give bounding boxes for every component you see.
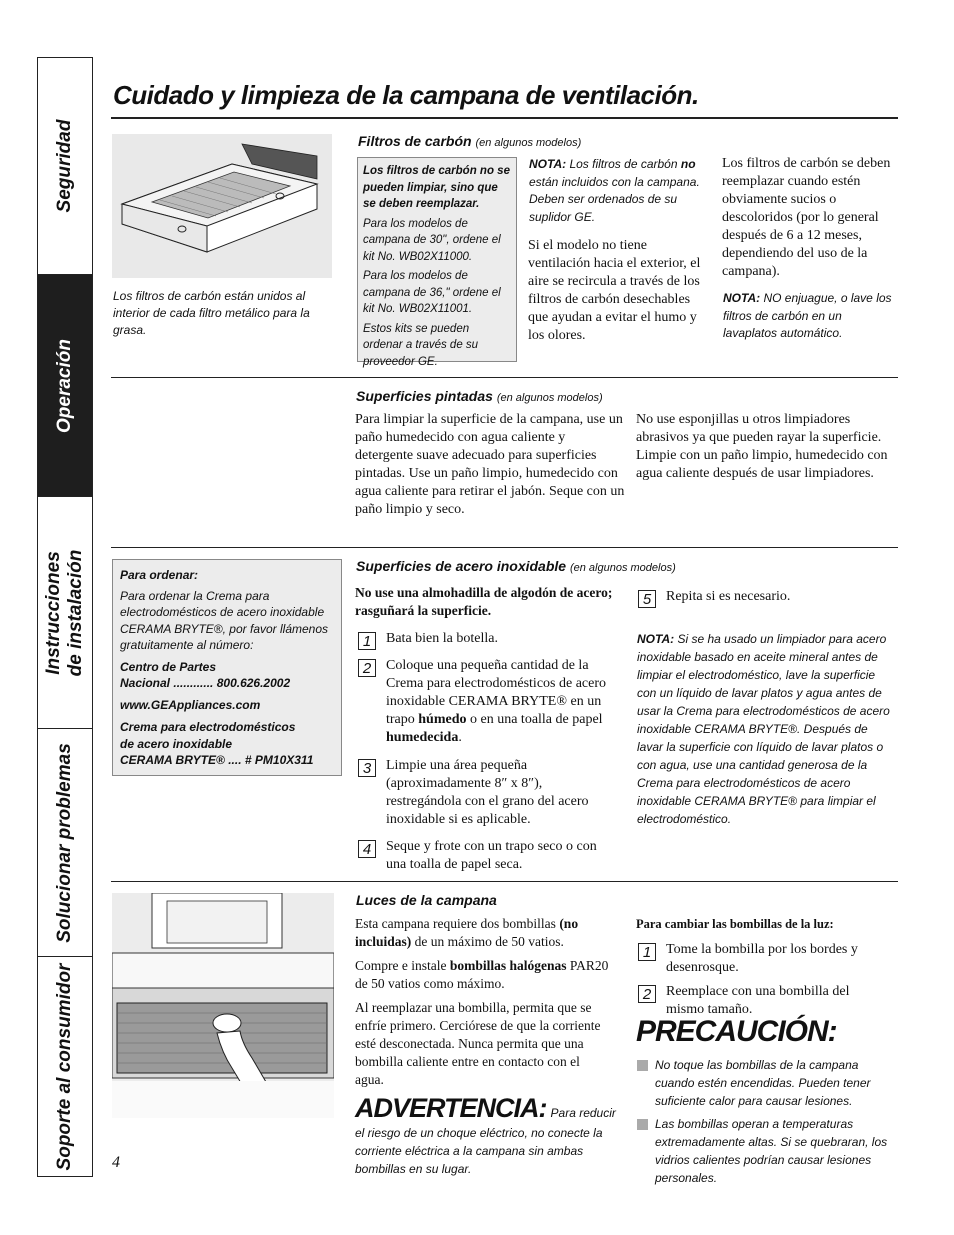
stainless-title-text: Superficies de acero inoxidable	[356, 558, 567, 574]
carbon-col3-nota-text: NO enjuague, o lave los filtros de carbón en un lavaplatos automático.	[723, 291, 892, 340]
order-cream-line3	[120, 752, 334, 769]
section-rule-3	[111, 881, 898, 882]
lights-p2-a: Compre e instale	[355, 958, 447, 973]
step-number: 2	[358, 659, 376, 677]
precaucion-bullet-2	[637, 1119, 648, 1130]
carbon-box-bold: Los filtros de carbón no se pueden limpiar, sino que se deben reemplazar.	[363, 165, 510, 210]
step-text: Tome la bombilla por los bordes y desenrosque.	[666, 942, 858, 975]
stainless-subtitle-text: (en algunos modelos)	[569, 562, 676, 574]
painted-col1: Para limpiar la superficie de la campana, use un paño humedecido con agua caliente y detergente suave adecuado para superficies pintadas. Use un paño limpio, humedecido con agua caliente para retirar el jabón. Seque con un paño limpio y seco.	[355, 412, 625, 517]
step-2-text-a: Coloque una pequeña cantidad de la Crema para electrodomésticos de acero inoxidable CERAMA BRYTE® en un trapo	[386, 658, 607, 727]
carbon-nota-no: no	[680, 157, 696, 171]
order-cream-line2: de acero inoxidable	[120, 736, 233, 751]
carbon-filter-illustration	[112, 134, 332, 278]
tab-instalacion[interactable]	[38, 497, 92, 729]
painted-col2: No use esponjillas u otros limpiadores abrasivos ya que pueden rayar la superficie. Limpie con un paño limpio, humedecido con agua caliente después de usar limpiadores.	[636, 412, 888, 481]
tab-seguridad[interactable]	[38, 58, 92, 275]
carbon-col3-paragraph: Los filtros de carbón se deben reemplazar cuando estén obviamente sucios o descoloridos (por lo general después de 6 a 12 meses, dependiendo del uso de la campana).	[722, 156, 891, 279]
order-box-title: Para ordenar:	[120, 568, 199, 582]
hood-light-illustration	[112, 893, 334, 1118]
order-cream-part: # PM10X311	[244, 753, 314, 767]
step-2-bold1: húmedo	[418, 712, 467, 727]
tab-seguridad-label: Seguridad	[54, 119, 75, 213]
carbon-section-title	[358, 133, 581, 149]
step-text: Repita si es necesario.	[666, 589, 791, 604]
advertencia-block	[355, 1093, 617, 1178]
order-box-intro: Para ordenar la Crema para electrodomésticos de acero inoxidable CERAMA BRYTE®, por favor llámenos gratuitamente al número:	[120, 588, 329, 652]
stainless-nota-text: Si se ha usado un limpiador para acero inoxidable basado en aceite mineral antes de limpiar el electrodoméstico, lave la superficie con un líquido de lavar platos y agua antes de usar la Crema para electrodomésticos de acero inoxidable CERAMA BRYTE®. Después de lavar la superficie con líquido de lavar platos o con agua, use una cantidad generosa de la Crema para electrodomésticos de acero inoxidable CERAMA BRYTE® para limpiar el electrodoméstico.	[637, 632, 890, 826]
advertencia-text: Para reducir el riesgo de un choque eléctrico, no conecte la corriente eléctrica a la campana sin ambas bombillas en su lugar.	[355, 1106, 616, 1176]
precaucion-item-1: No toque las bombillas de la campana cuando estén encendidas. Pueden tener suficiente calor para causar lesiones.	[655, 1058, 871, 1108]
carbon-nota-text-b: están incluidos con la campana. Deben ser ordenados de su suplidor GE.	[529, 174, 700, 224]
tab-soporte-label: Soporte al consumidor	[54, 963, 75, 1170]
step-number: 4	[358, 840, 376, 858]
stainless-warning: No use una almohadilla de algodón de acero; rasguñará la superficie.	[355, 585, 613, 618]
step-text: Limpie una área pequeña (aproximadamente 8″ x 8″), restregándola con el grano del acero inoxidable si es aplicable.	[386, 758, 589, 827]
page-number: 4	[112, 1154, 120, 1171]
painted-section-title	[356, 388, 603, 404]
advertencia-label: ADVERTENCIA:	[355, 1093, 547, 1123]
step-2-bold2: humedecida	[386, 730, 459, 745]
carbon-image-caption: Los filtros de carbón están unidos al interior de cada filtro metálico para la grasa.	[113, 289, 310, 337]
step-number: 1	[638, 943, 656, 961]
hood-light-image	[112, 893, 334, 1118]
tab-instalacion-label	[43, 549, 87, 676]
carbon-nota-text-a: Los filtros de carbón	[569, 157, 678, 171]
lights-p1-bold: (no incluidas)	[355, 916, 579, 949]
order-info-box	[112, 559, 342, 776]
section-rule-2	[111, 547, 898, 548]
lights-p1-b: de un máximo de 50 vatios.	[414, 934, 564, 949]
tab-instalacion-line1: Instrucciones	[43, 550, 64, 675]
lights-p2	[355, 957, 620, 993]
order-cream-dots: ....	[228, 753, 242, 767]
carbon-subtitle-text: (en algunos modelos)	[475, 137, 582, 149]
tab-operacion[interactable]	[38, 275, 92, 497]
lights-p2-bold: bombillas halógenas	[449, 958, 567, 973]
change-bulbs-title: Para cambiar las bombillas de la luz:	[636, 917, 834, 931]
sidebar-nav	[37, 57, 93, 1177]
carbon-col3-nota	[723, 290, 893, 343]
order-center-line1: Centro de Partes	[120, 659, 217, 674]
carbon-nota	[529, 156, 709, 226]
order-cream	[120, 719, 334, 769]
carbon-box-p2: Para los modelos de campana de 36," ordene el kit No. WB02X11001.	[363, 270, 501, 315]
carbon-filter-image	[112, 134, 332, 278]
page-title: Cuidado y limpieza de la campana de ventilación.	[113, 80, 699, 110]
stainless-section-title	[356, 558, 676, 574]
order-center-dots: ............	[173, 676, 214, 690]
lights-p3: Al reemplazar una bombilla, permita que se enfríe primero. Cerciórese de que la corriente esté desconectada. Nunca permita que una bombilla caliente entre en contacto con el agua.	[355, 1000, 601, 1087]
tab-operacion-label: Operación	[54, 338, 75, 433]
title-rule	[111, 117, 898, 119]
order-center-line2	[120, 675, 334, 692]
lights-p2-b: PAR20 de 50 vatios como máximo.	[355, 958, 609, 991]
stainless-nota-label: NOTA:	[637, 632, 675, 646]
carbon-col2-paragraph: Si el modelo no tiene ventilación hacia el exterior, el aire se recircula a través de los filtros de carbón desechables que ayudan a evitar el humo y los olores.	[528, 238, 701, 343]
step-text: Bata bien la botella.	[386, 631, 498, 646]
carbon-nota-label: NOTA:	[529, 157, 567, 171]
step-text: Reemplace con una bombilla del mismo tamaño.	[666, 984, 850, 1017]
step-text	[386, 657, 618, 747]
order-website[interactable]: www.GEAppliances.com	[120, 697, 261, 712]
carbon-col3-nota-label: NOTA:	[723, 291, 761, 305]
section-rule-1	[111, 377, 898, 378]
tab-soporte[interactable]	[38, 957, 92, 1176]
carbon-title-text: Filtros de carbón	[358, 133, 472, 149]
precaucion-item-2: Las bombillas operan a temperaturas extremadamente altas. Si se quebraran, los vidrios calientes podrían causar lesiones personales.	[655, 1117, 888, 1185]
carbon-info-box	[357, 157, 517, 368]
order-cream-brand: CERAMA BRYTE®	[120, 753, 225, 767]
order-cream-line1: Crema para electrodomésticos	[120, 720, 296, 734]
step-text: Seque y frote con un trapo seco o con una toalla de papel seca.	[386, 839, 597, 872]
step-number: 3	[358, 759, 376, 777]
precaucion-bullet-1	[637, 1060, 648, 1071]
order-center-phone[interactable]: 800.626.2002	[216, 676, 291, 690]
lights-p1-a: Esta campana requiere dos bombillas	[355, 916, 556, 931]
painted-subtitle-text: (en algunos modelos)	[496, 392, 603, 404]
precaucion-heading: PRECAUCIÓN:	[636, 1015, 837, 1048]
lights-p1	[355, 915, 620, 951]
order-box-center	[120, 659, 334, 692]
stainless-nota	[637, 630, 897, 828]
tab-problemas-label: Solucionar problemas	[54, 742, 75, 943]
carbon-box-p1: Para los modelos de campana de 30", ordene el kit No. WB02X11000.	[363, 217, 501, 263]
step-2-text-b: o en una toalla de papel	[470, 712, 603, 727]
lights-section-title: Luces de la campana	[356, 892, 497, 908]
step-number: 1	[358, 632, 376, 650]
step-number: 5	[638, 590, 656, 608]
step-2-text-c: .	[458, 730, 462, 745]
carbon-box-p3: Estos kits se pueden ordenar a través de su proveedor GE.	[363, 322, 479, 368]
step-number: 2	[638, 985, 656, 1003]
order-center-label: Nacional	[120, 676, 171, 690]
tab-problemas[interactable]	[38, 729, 92, 957]
tab-instalacion-line2: de instalación	[65, 549, 86, 676]
painted-title-text: Superficies pintadas	[356, 388, 493, 404]
